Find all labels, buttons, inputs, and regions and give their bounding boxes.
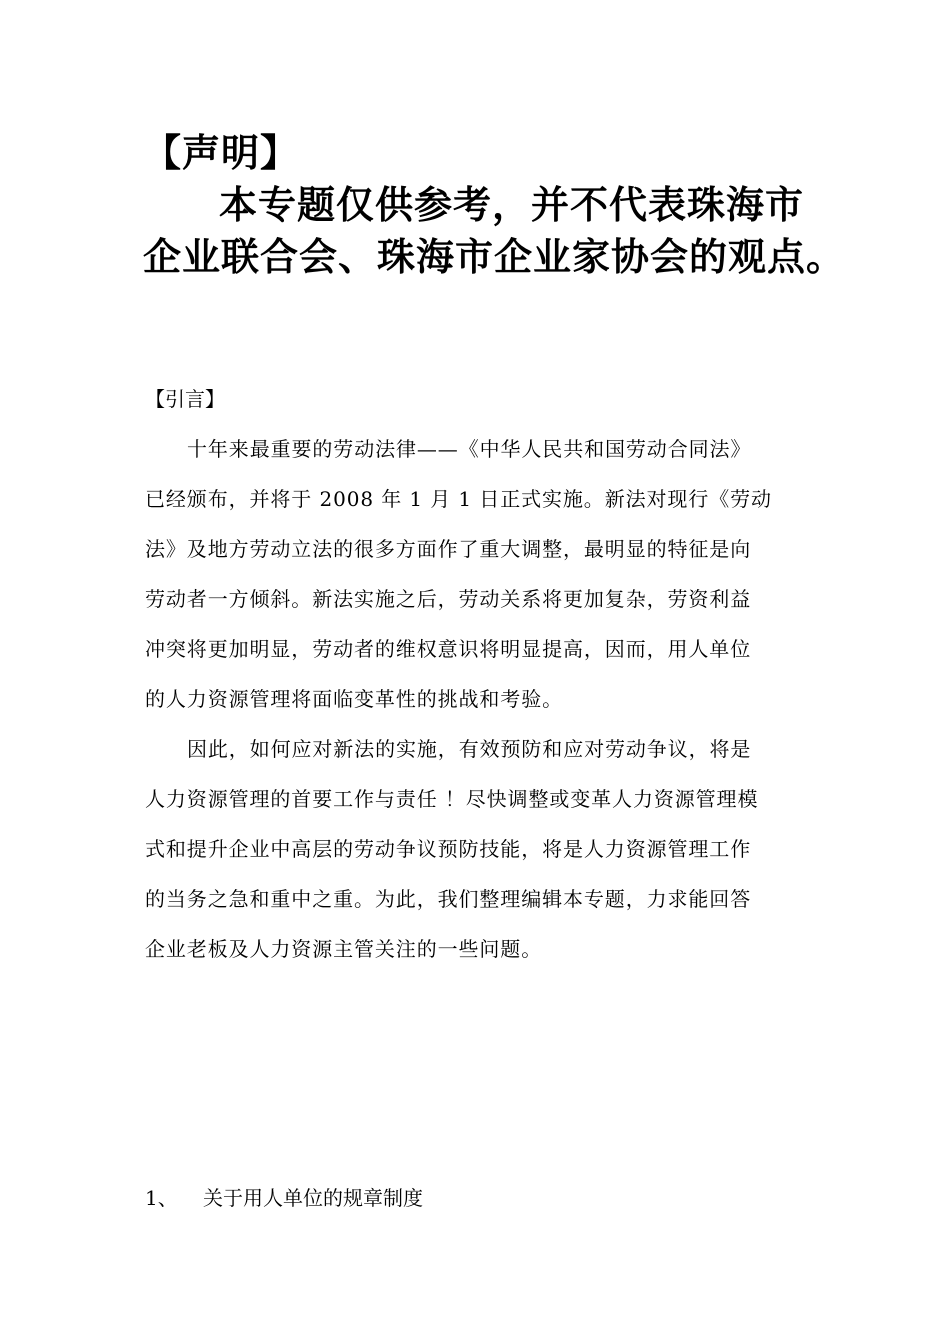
intro-paragraph-2-line-5: 企业老板及人力资源主管关注的一些问题。 xyxy=(145,937,543,961)
section-1-number: 1、 xyxy=(145,1186,178,1210)
intro-paragraph-1-line-2: 已经颁布，并将于 2008 年 1 月 1 日正式实施。新法对现行《劳动 xyxy=(145,487,772,511)
declaration-heading: 【声明】 xyxy=(143,130,300,175)
intro-paragraph-1-line-4: 劳动者一方倾斜。新法实施之后，劳动关系将更加复杂，劳资利益 xyxy=(145,587,752,611)
section-1-heading xyxy=(145,1183,423,1213)
intro-paragraph-2-line-4: 的当务之急和重中之重。为此，我们整理编辑本专题，力求能回答 xyxy=(145,887,752,911)
intro-paragraph-2-line-3: 式和提升企业中高层的劳动争议预防技能，将是人力资源管理工作 xyxy=(145,837,752,861)
intro-paragraph-1-line-3: 法》及地方劳动立法的很多方面作了重大调整，最明显的特征是向 xyxy=(145,537,752,561)
section-1-title: 关于用人单位的规章制度 xyxy=(203,1186,423,1210)
intro-paragraph-1-line-5: 冲突将更加明显，劳动者的维权意识将明显提高，因而，用人单位 xyxy=(145,637,752,661)
intro-paragraph-1-line-6: 的人力资源管理将面临变革性的挑战和考验。 xyxy=(145,687,563,711)
declaration-line-1: 本专题仅供参考，并不代表珠海市 xyxy=(219,182,805,227)
intro-paragraph-2-line-2: 人力资源管理的首要工作与责任 ！尽快调整或变革人力资源管理模 xyxy=(145,787,759,811)
declaration-line-2: 企业联合会、珠海市企业家协会的观点。 xyxy=(143,234,846,279)
intro-paragraph-1-line-1: 十年来最重要的劳动法律——《中华人民共和国劳动合同法》 xyxy=(187,437,752,461)
intro-paragraph-2-line-1: 因此，如何应对新法的实施，有效预防和应对劳动争议，将是 xyxy=(187,737,752,761)
introduction-heading: 【引言】 xyxy=(145,387,225,411)
